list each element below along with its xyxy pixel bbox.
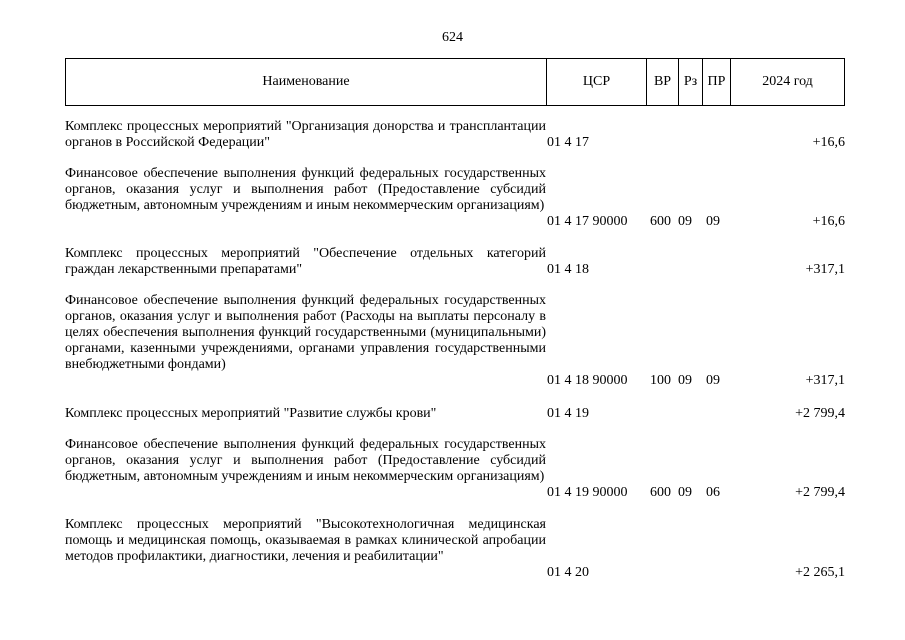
header-name: Наименование [66,59,547,105]
row-vr: 100 [650,373,671,388]
row-name: Финансовое обеспечение выполнения функций федеральных государственных органов, оказания услуг и выполнения работ (Предоставление субсидий бюджетным, автономным учреждениям и иным некоммерческим организациям) [65,166,546,213]
page-number: 624 [442,30,463,45]
row-name: Комплекс процессных мероприятий "Организация донорства и трансплантации органов в Российской Федерации" [65,119,546,150]
row-csr: 01 4 18 [547,262,589,277]
row-pr: 09 [706,214,720,229]
table-row [65,119,845,151]
row-csr: 01 4 18 90000 [547,373,628,388]
row-csr: 01 4 17 90000 [547,214,628,229]
row-amount: +317,1 [805,373,845,388]
header-rz: Рз [679,59,703,105]
table-row [65,517,845,581]
row-csr: 01 4 17 [547,135,589,150]
header-csr: ЦСР [547,59,647,105]
table-row [65,293,845,389]
row-name: Комплекс процессных мероприятий "Обеспечение отдельных категорий граждан лекарственными препаратами" [65,246,546,277]
row-name: Комплекс процессных мероприятий "Развитие службы крови" [65,406,437,421]
row-name: Комплекс процессных мероприятий "Высокотехнологичная медицинская помощь и медицинская помощь, оказываемая в рамках клинической апробации методов профилактики, диагностики, лечения и реабилитации" [65,517,546,564]
table-header [65,58,845,106]
row-amount: +2 265,1 [795,565,845,580]
row-vr: 600 [650,485,671,500]
row-rz: 09 [678,373,692,388]
table-row [65,437,845,501]
table-row [65,166,845,230]
header-year: 2024 год [762,74,813,89]
row-vr: 600 [650,214,671,229]
row-name: Финансовое обеспечение выполнения функций федеральных государственных органов, оказания услуг и выполнения работ (Расходы на выплаты персоналу в целях обеспечения выполнения функций государственными (муниципальными) органами, казенными учреждениями, органами управления государственными внебюджетными фондами) [65,293,546,372]
row-csr: 01 4 19 90000 [547,485,628,500]
row-amount: +2 799,4 [795,485,845,500]
row-pr: 09 [706,373,720,388]
row-rz: 09 [678,214,692,229]
row-amount: +2 799,4 [795,406,845,421]
row-rz: 09 [678,485,692,500]
header-pr: ПР [703,59,731,105]
row-amount: +16,6 [812,135,845,150]
table-row [65,246,845,278]
table-row [65,406,845,422]
row-csr: 01 4 19 [547,406,589,421]
row-name: Финансовое обеспечение выполнения функций федеральных государственных органов, оказания услуг и выполнения работ (Предоставление субсидий бюджетным, автономным учреждениям и иным некоммерческим организациям) [65,437,546,484]
row-pr: 06 [706,485,720,500]
row-csr: 01 4 20 [547,565,589,580]
row-amount: +16,6 [812,214,845,229]
header-vr: ВР [647,59,679,105]
row-amount: +317,1 [805,262,845,277]
